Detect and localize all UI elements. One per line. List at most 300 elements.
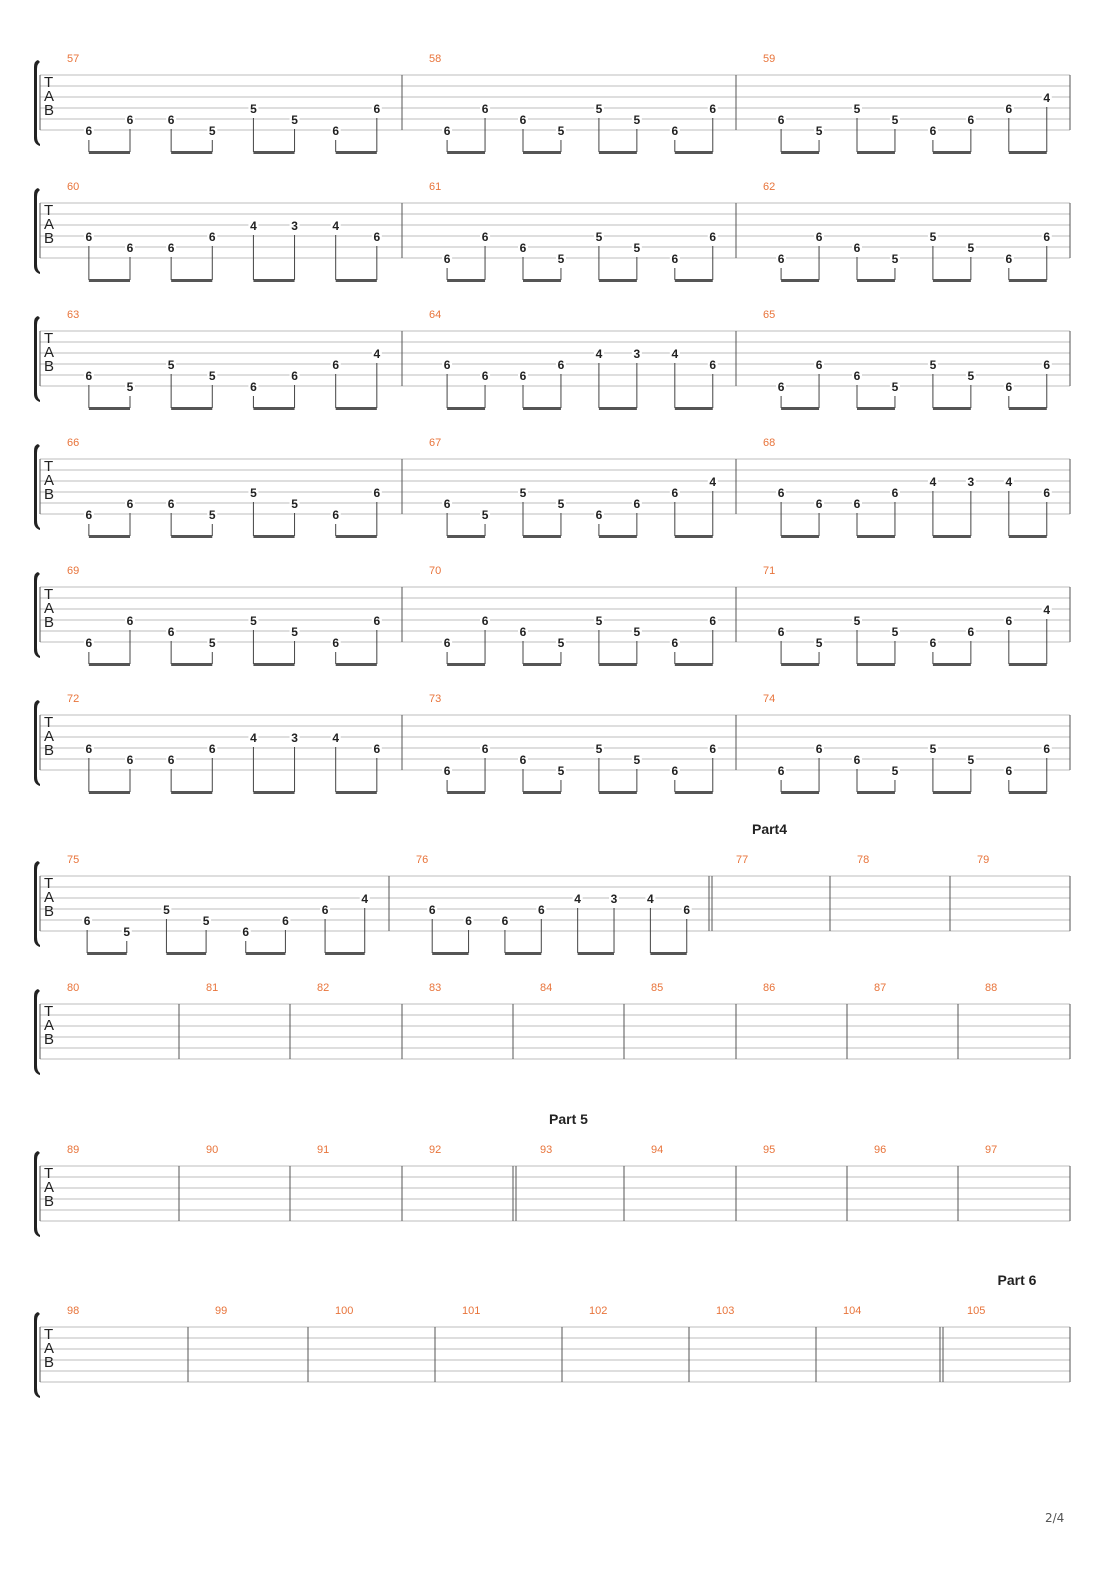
note-beam — [523, 279, 561, 282]
measure-number: 99 — [215, 1305, 228, 1317]
note-beam — [336, 535, 377, 538]
tab-clef-letter: T — [44, 458, 54, 475]
note-beam — [89, 407, 130, 410]
tab-clef-letter: T — [44, 330, 54, 347]
measure-number: 71 — [763, 565, 776, 577]
fret-number: 5 — [853, 614, 861, 628]
measure-number: 65 — [763, 309, 776, 321]
fret-number: 5 — [163, 903, 170, 917]
note-beam — [1009, 279, 1047, 282]
measure-number: 88 — [985, 982, 998, 994]
tab-clef-letter: A — [44, 88, 55, 105]
note-beam — [336, 407, 377, 410]
note-beam — [933, 663, 971, 666]
fret-number: 6 — [671, 124, 679, 138]
fret-number: 5 — [929, 358, 937, 372]
note-beam — [523, 663, 561, 666]
measure-number: 62 — [763, 181, 776, 193]
fret-number: 4 — [595, 347, 603, 361]
fret-number: 5 — [595, 742, 603, 756]
fret-number: 6 — [481, 742, 489, 756]
note-beam — [781, 791, 819, 794]
note-beam — [171, 663, 212, 666]
note-beam — [599, 151, 637, 154]
fret-number: 6 — [501, 914, 509, 928]
note-beam — [781, 407, 819, 410]
fret-number: 5 — [481, 508, 489, 522]
section-label: Part 6 — [997, 1272, 1037, 1288]
note-beam — [336, 279, 377, 282]
fret-number: 5 — [929, 230, 937, 244]
note-beam — [933, 407, 971, 410]
fret-number: 6 — [373, 614, 381, 628]
fret-number: 4 — [373, 347, 381, 361]
tab-clef-letter: A — [44, 889, 55, 906]
measure-number: 96 — [874, 1144, 887, 1156]
fret-number: 5 — [815, 636, 823, 650]
note-beam — [166, 952, 206, 955]
fret-number: 6 — [332, 508, 340, 522]
fret-number: 4 — [332, 219, 340, 233]
fret-number: 4 — [929, 475, 937, 489]
fret-number: 3 — [291, 219, 298, 233]
tab-clef-letter: B — [44, 742, 55, 759]
system-bracket — [34, 316, 40, 402]
measure-number: 80 — [67, 982, 80, 994]
fret-number: 5 — [208, 508, 216, 522]
system-bracket — [34, 1312, 40, 1398]
fret-number: 6 — [443, 252, 451, 266]
note-beam — [89, 279, 130, 282]
fret-number: 5 — [891, 764, 899, 778]
fret-number: 5 — [967, 241, 975, 255]
fret-number: 6 — [815, 230, 823, 244]
note-beam — [523, 535, 561, 538]
fret-number: 6 — [967, 113, 975, 127]
measure-number: 60 — [67, 181, 80, 193]
note-beam — [933, 535, 971, 538]
fret-number: 6 — [1043, 742, 1051, 756]
note-beam — [447, 151, 485, 154]
note-beam — [171, 791, 212, 794]
fret-number: 6 — [633, 497, 641, 511]
fret-number: 6 — [519, 113, 527, 127]
fret-number: 6 — [282, 914, 289, 928]
note-beam — [89, 535, 130, 538]
note-beam — [171, 407, 212, 410]
fret-number: 4 — [1005, 475, 1013, 489]
note-beam — [89, 791, 130, 794]
measure-number: 69 — [67, 565, 80, 577]
note-beam — [447, 663, 485, 666]
measure-number: 91 — [317, 1144, 330, 1156]
fret-number: 4 — [671, 347, 679, 361]
fret-number: 6 — [709, 230, 717, 244]
fret-number: 6 — [465, 914, 472, 928]
fret-number: 5 — [633, 625, 641, 639]
note-beam — [325, 952, 365, 955]
fret-number: 6 — [443, 636, 451, 650]
note-beam — [523, 151, 561, 154]
fret-number: 5 — [291, 113, 298, 127]
fret-number: 6 — [481, 102, 489, 116]
fret-number: 6 — [167, 753, 175, 767]
tab-clef-letter: B — [44, 486, 55, 503]
measure-number: 83 — [429, 982, 442, 994]
fret-number: 4 — [709, 475, 717, 489]
tab-clef-letter: T — [44, 1165, 54, 1182]
measure-number: 85 — [651, 982, 664, 994]
note-beam — [253, 407, 294, 410]
tab-clef-letter: T — [44, 1326, 54, 1343]
tab-clef-letter: A — [44, 472, 55, 489]
measure-number: 103 — [716, 1305, 735, 1317]
fret-number: 6 — [85, 636, 93, 650]
note-beam — [675, 791, 713, 794]
note-beam — [857, 535, 895, 538]
fret-number: 5 — [595, 230, 603, 244]
measure-number: 81 — [206, 982, 219, 994]
tab-clef-letter: B — [44, 614, 55, 631]
note-beam — [781, 535, 819, 538]
note-beam — [336, 791, 377, 794]
fret-number: 5 — [633, 241, 641, 255]
measure-number: 57 — [67, 53, 80, 65]
fret-number: 6 — [250, 380, 257, 394]
tab-system — [34, 437, 1070, 538]
fret-number: 5 — [633, 113, 641, 127]
measure-number: 64 — [429, 309, 442, 321]
fret-number: 6 — [373, 102, 381, 116]
tab-clef-letter: A — [44, 600, 55, 617]
tab-clef-letter: A — [44, 1340, 55, 1357]
fret-number: 5 — [519, 486, 527, 500]
measure-number: 76 — [416, 854, 429, 866]
fret-number: 6 — [777, 380, 785, 394]
fret-number: 5 — [557, 124, 565, 138]
note-beam — [781, 663, 819, 666]
tab-clef-letter: B — [44, 903, 55, 920]
note-beam — [1009, 663, 1047, 666]
measure-number: 78 — [857, 854, 870, 866]
tab-clef-letter: T — [44, 714, 54, 731]
fret-number: 6 — [815, 742, 823, 756]
note-beam — [171, 151, 212, 154]
fret-number: 5 — [929, 742, 937, 756]
fret-number: 6 — [557, 358, 565, 372]
system-bracket — [34, 188, 40, 274]
tab-clef-letter: T — [44, 74, 54, 91]
note-beam — [447, 407, 485, 410]
fret-number: 6 — [777, 764, 785, 778]
fret-number: 6 — [671, 764, 679, 778]
note-beam — [650, 952, 686, 955]
fret-number: 6 — [242, 925, 250, 939]
fret-number: 6 — [967, 625, 975, 639]
measure-number: 72 — [67, 693, 80, 705]
fret-number: 5 — [291, 497, 298, 511]
measure-number: 87 — [874, 982, 887, 994]
measure-number: 94 — [651, 1144, 664, 1156]
fret-number: 5 — [250, 102, 257, 116]
fret-number: 5 — [891, 113, 899, 127]
fret-number: 5 — [633, 753, 641, 767]
fret-number: 6 — [1043, 358, 1051, 372]
fret-number: 6 — [671, 486, 679, 500]
tab-clef-letter: B — [44, 230, 55, 247]
fret-number: 6 — [777, 486, 785, 500]
fret-number: 5 — [250, 614, 257, 628]
measure-number: 90 — [206, 1144, 219, 1156]
tab-clef-letter: A — [44, 1017, 55, 1034]
tab-system — [34, 309, 1070, 410]
tab-system — [34, 181, 1070, 282]
note-beam — [336, 151, 377, 154]
fret-number: 6 — [208, 742, 216, 756]
fret-number: 6 — [595, 508, 603, 522]
fret-number: 6 — [777, 625, 785, 639]
fret-number: 6 — [85, 508, 93, 522]
note-beam — [675, 151, 713, 154]
measure-number: 86 — [763, 982, 776, 994]
fret-number: 5 — [595, 614, 603, 628]
fret-number: 6 — [519, 369, 527, 383]
measure-number: 89 — [67, 1144, 80, 1156]
fret-number: 6 — [815, 358, 823, 372]
fret-number: 5 — [126, 380, 134, 394]
fret-number: 5 — [250, 486, 257, 500]
fret-number: 5 — [967, 753, 975, 767]
fret-number: 5 — [123, 925, 131, 939]
measure-number: 102 — [589, 1305, 608, 1317]
system-bracket — [34, 1151, 40, 1237]
fret-number: 6 — [891, 486, 899, 500]
fret-number: 6 — [929, 636, 937, 650]
fret-number: 6 — [1043, 230, 1051, 244]
fret-number: 6 — [671, 252, 679, 266]
note-beam — [253, 151, 294, 154]
note-beam — [171, 279, 212, 282]
tab-clef-letter: A — [44, 728, 55, 745]
measure-number: 66 — [67, 437, 80, 449]
measure-number: 104 — [843, 1305, 862, 1317]
fret-number: 5 — [557, 764, 565, 778]
fret-number: 5 — [891, 380, 899, 394]
fret-number: 6 — [1005, 252, 1013, 266]
system-bracket — [34, 444, 40, 530]
note-beam — [933, 791, 971, 794]
note-beam — [253, 791, 294, 794]
fret-number: 6 — [167, 241, 175, 255]
fret-number: 4 — [250, 219, 257, 233]
fret-number: 6 — [519, 625, 527, 639]
note-beam — [857, 279, 895, 282]
note-beam — [675, 535, 713, 538]
fret-number: 5 — [557, 497, 565, 511]
fret-number: 6 — [777, 113, 785, 127]
fret-number: 6 — [126, 497, 134, 511]
tab-system — [34, 1111, 1070, 1237]
fret-number: 6 — [929, 124, 937, 138]
system-bracket — [34, 572, 40, 658]
fret-number: 3 — [633, 347, 641, 361]
fret-number: 6 — [85, 124, 93, 138]
tab-clef-letter: A — [44, 216, 55, 233]
measure-number: 77 — [736, 854, 749, 866]
note-beam — [253, 663, 294, 666]
note-beam — [432, 952, 468, 955]
system-bracket — [34, 700, 40, 786]
fret-number: 6 — [481, 614, 489, 628]
fret-number: 6 — [373, 230, 381, 244]
section-label: Part 5 — [549, 1111, 588, 1127]
fret-number: 6 — [1005, 380, 1013, 394]
fret-number: 6 — [126, 241, 134, 255]
fret-number: 5 — [167, 358, 175, 372]
fret-number: 6 — [85, 369, 93, 383]
fret-number: 6 — [291, 369, 298, 383]
fret-number: 5 — [853, 102, 861, 116]
fret-number: 5 — [291, 625, 298, 639]
note-beam — [523, 407, 561, 410]
measure-number: 59 — [763, 53, 776, 65]
note-beam — [675, 279, 713, 282]
note-beam — [1009, 407, 1047, 410]
fret-number: 4 — [647, 892, 654, 906]
measure-number: 75 — [67, 854, 80, 866]
measure-number: 98 — [67, 1305, 80, 1317]
fret-number: 6 — [537, 903, 545, 917]
tab-clef-letter: T — [44, 586, 54, 603]
fret-number: 6 — [126, 614, 134, 628]
note-beam — [447, 535, 485, 538]
fret-number: 5 — [595, 102, 603, 116]
fret-number: 6 — [373, 742, 381, 756]
note-beam — [253, 535, 294, 538]
fret-number: 6 — [443, 497, 451, 511]
note-beam — [246, 952, 286, 955]
measure-number: 82 — [317, 982, 330, 994]
fret-number: 6 — [443, 358, 451, 372]
note-beam — [336, 663, 377, 666]
measure-number: 74 — [763, 693, 776, 705]
note-beam — [1009, 151, 1047, 154]
tab-system — [34, 982, 1070, 1075]
fret-number: 6 — [85, 230, 93, 244]
fret-number: 6 — [815, 497, 823, 511]
note-beam — [599, 279, 637, 282]
note-beam — [171, 535, 212, 538]
note-beam — [523, 791, 561, 794]
tab-clef-letter: T — [44, 202, 54, 219]
note-beam — [781, 279, 819, 282]
note-beam — [89, 151, 130, 154]
fret-number: 5 — [967, 369, 975, 383]
note-beam — [87, 952, 127, 955]
note-beam — [89, 663, 130, 666]
fret-number: 6 — [683, 903, 691, 917]
fret-number: 6 — [208, 230, 216, 244]
fret-number: 6 — [853, 241, 861, 255]
fret-number: 6 — [443, 764, 451, 778]
fret-number: 6 — [519, 241, 527, 255]
tab-clef-letter: B — [44, 1031, 55, 1048]
fret-number: 3 — [967, 475, 975, 489]
note-beam — [675, 663, 713, 666]
measure-number: 93 — [540, 1144, 553, 1156]
tab-clef-letter: A — [44, 344, 55, 361]
fret-number: 6 — [167, 497, 175, 511]
tab-system — [34, 821, 1070, 955]
note-beam — [447, 791, 485, 794]
fret-number: 4 — [332, 731, 340, 745]
fret-number: 6 — [481, 369, 489, 383]
page-number: 2/4 — [1045, 1511, 1065, 1525]
system-bracket — [34, 60, 40, 146]
measure-number: 95 — [763, 1144, 776, 1156]
fret-number: 6 — [1005, 614, 1013, 628]
measure-number: 67 — [429, 437, 442, 449]
measure-number: 100 — [335, 1305, 354, 1317]
fret-number: 6 — [671, 636, 679, 650]
fret-number: 6 — [1005, 102, 1013, 116]
tab-clef-letter: B — [44, 102, 55, 119]
fret-number: 6 — [373, 486, 381, 500]
fret-number: 5 — [557, 636, 565, 650]
note-beam — [1009, 791, 1047, 794]
measure-number: 79 — [977, 854, 990, 866]
note-beam — [599, 663, 637, 666]
note-beam — [599, 407, 637, 410]
note-beam — [447, 279, 485, 282]
fret-number: 4 — [574, 892, 581, 906]
system-bracket — [34, 861, 40, 947]
fret-number: 6 — [519, 753, 527, 767]
note-beam — [857, 407, 895, 410]
tab-clef-letter: A — [44, 1179, 55, 1196]
system-bracket — [34, 989, 40, 1075]
fret-number: 6 — [167, 625, 175, 639]
fret-number: 3 — [291, 731, 298, 745]
tab-system — [34, 693, 1070, 794]
fret-number: 6 — [167, 113, 175, 127]
fret-number: 5 — [202, 914, 210, 928]
tab-clef-letter: T — [44, 1003, 54, 1020]
fret-number: 6 — [709, 742, 717, 756]
tab-clef-letter: B — [44, 1354, 55, 1371]
measure-number: 101 — [462, 1305, 481, 1317]
fret-number: 4 — [1043, 91, 1051, 105]
measure-number: 92 — [429, 1144, 442, 1156]
measure-number: 58 — [429, 53, 442, 65]
fret-number: 3 — [610, 892, 618, 906]
fret-number: 6 — [853, 753, 861, 767]
note-beam — [781, 151, 819, 154]
measure-number: 84 — [540, 982, 553, 994]
fret-number: 5 — [208, 369, 216, 383]
tab-system — [34, 1272, 1070, 1398]
fret-number: 5 — [815, 124, 823, 138]
measure-number: 97 — [985, 1144, 998, 1156]
fret-number: 6 — [853, 369, 861, 383]
note-beam — [578, 952, 614, 955]
tab-system — [34, 565, 1070, 666]
measure-number: 68 — [763, 437, 776, 449]
fret-number: 4 — [1043, 603, 1051, 617]
fret-number: 5 — [891, 252, 899, 266]
measure-number: 73 — [429, 693, 442, 705]
tab-clef-letter: B — [44, 1193, 55, 1210]
